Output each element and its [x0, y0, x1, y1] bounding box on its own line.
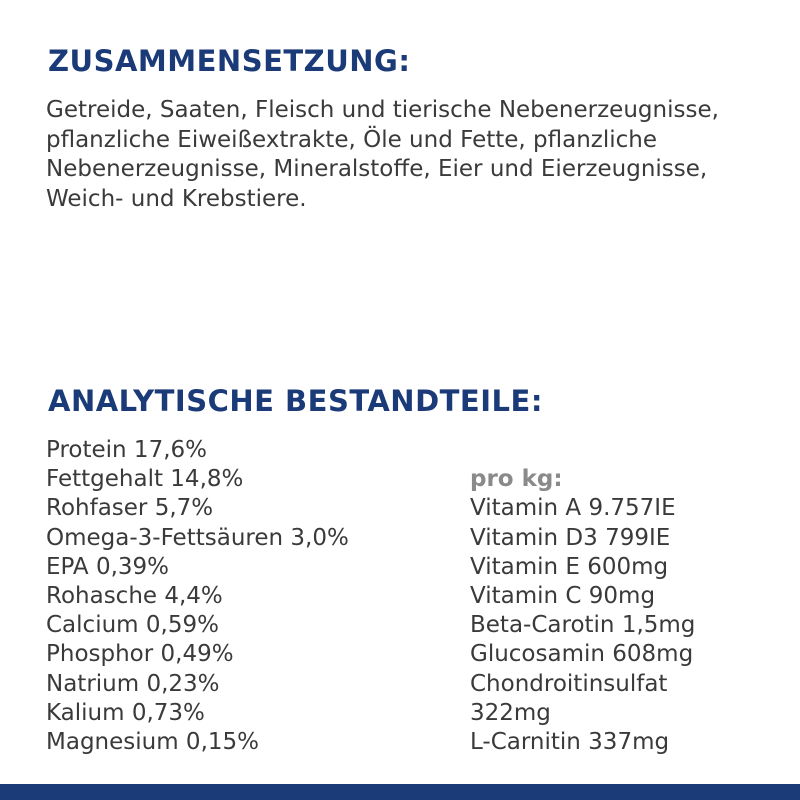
additive-item: Glucosamin 608mg — [470, 641, 694, 668]
analytic-heading: ANALYTISCHE BESTANDTEILE: — [48, 384, 543, 418]
per-kg-label: pro kg: — [470, 466, 563, 493]
additive-item: Vitamin A 9.757IE — [470, 495, 676, 522]
nutrient-item: Rohfaser 5,7% — [46, 495, 214, 522]
additive-item: Chondroitinsulfat 322mg — [470, 670, 668, 726]
nutrient-item: Natrium 0,23% — [46, 670, 220, 697]
nutrient-item: Calcium 0,59% — [46, 612, 219, 639]
nutrient-list — [46, 436, 446, 757]
composition-heading: ZUSAMMENSETZUNG: — [48, 44, 411, 78]
additive-item: Vitamin C 90mg — [470, 583, 656, 610]
additive-item: Vitamin D3 799IE — [470, 524, 671, 551]
nutrient-item: Fettgehalt 14,8% — [46, 466, 244, 493]
nutrient-item: EPA 0,39% — [46, 553, 170, 580]
nutrient-item: Omega-3-Fettsäuren 3,0% — [46, 524, 349, 551]
nutrient-item: Kalium 0,73% — [46, 699, 205, 726]
additive-item: Vitamin E 600mg — [470, 553, 669, 580]
additive-list — [470, 436, 790, 757]
nutrient-item: Rohasche 4,4% — [46, 583, 223, 610]
footer-bar — [0, 784, 800, 800]
nutrient-item: Phosphor 0,49% — [46, 641, 234, 668]
nutrient-item: Protein 17,6% — [46, 437, 207, 463]
spacer-line — [470, 436, 790, 465]
additive-item: Beta-Carotin 1,5mg — [470, 612, 696, 639]
composition-text: Getreide, Saaten, Fleisch und tierische Nebenerzeugnisse, pflanzliche Eiweißextrakte, Öle und Fette, pflanzliche Nebenerzeugnisse, Mineralstoffe, Eier und Eierzeugnisse, Weich- und Krebstiere. — [46, 97, 719, 212]
additive-item: L-Carnitin 337mg — [470, 729, 670, 756]
nutrient-item: Magnesium 0,15% — [46, 729, 259, 756]
